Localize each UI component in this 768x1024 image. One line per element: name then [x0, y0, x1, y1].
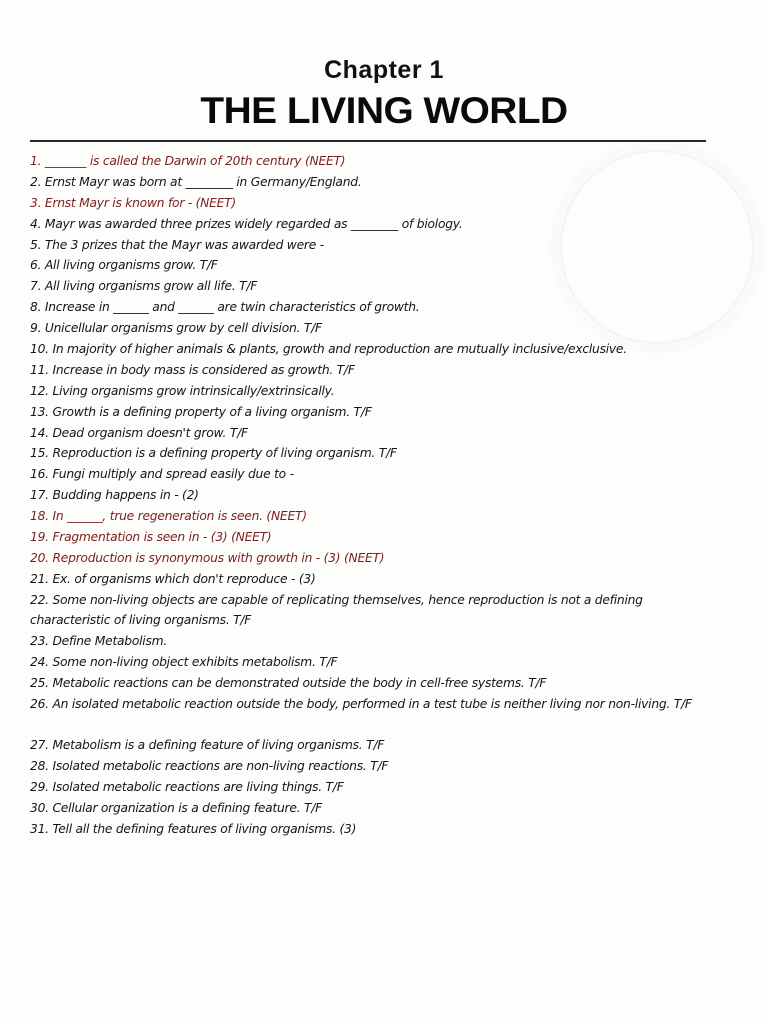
question-item: 18. In ______, true regeneration is seen. (NEET)	[30, 509, 307, 524]
question-item: 1. _______ is called the Darwin of 20th century (NEET)	[30, 154, 346, 168]
chapter-header	[0, 54, 768, 134]
question-item: 25. Metabolic reactions can be demonstrated outside the body in cell-free systems. T/F	[30, 675, 547, 690]
question-item: 29. Isolated metabolic reactions are living things. T/F	[30, 780, 344, 795]
title-divider	[30, 140, 706, 142]
chapter-label: Chapter 1	[324, 56, 444, 84]
question-item: 11. Increase in body mass is considered as growth. T/F	[30, 362, 355, 377]
question-item: 8. Increase in ______ and ______ are twin characteristics of growth.	[30, 300, 420, 315]
chapter-title: THE LIVING WORLD	[200, 90, 568, 131]
question-item: 7. All living organisms grow all life. T/F	[30, 279, 258, 294]
question-item: 27. Metabolism is a defining feature of living organisms. T/F	[30, 738, 385, 753]
question-item: 4. Mayr was awarded three prizes widely regarded as ________ of biology.	[30, 216, 463, 231]
question-item: 24. Some non-living object exhibits metabolism. T/F	[30, 655, 338, 670]
question-item: 15. Reproduction is a defining property of living organism. T/F	[30, 446, 397, 461]
question-item: 30. Cellular organization is a defining feature. T/F	[30, 801, 322, 816]
question-item: 19. Fragmentation is seen in - (3) (NEET)	[30, 530, 272, 545]
question-item: 28. Isolated metabolic reactions are non-living reactions. T/F	[30, 759, 389, 774]
question-item: 20. Reproduction is synonymous with growth in - (3) (NEET)	[30, 550, 385, 565]
question-item: 6. All living organisms grow. T/F	[30, 258, 218, 273]
question-item: 3. Ernst Mayr is known for - (NEET)	[30, 195, 236, 210]
question-item: 31. Tell all the defining features of living organisms. (3)	[30, 821, 357, 836]
question-item: 23. Define Metabolism.	[30, 634, 168, 649]
question-item: 13. Growth is a defining property of a living organism. T/F	[30, 404, 372, 419]
question-item: 14. Dead organism doesn't grow. T/F	[30, 425, 248, 440]
question-item: 22. Some non-living objects are capable of replicating themselves, hence reproduction is not a defining characteristic of living organisms. T/F	[30, 592, 643, 628]
question-item: 26. An isolated metabolic reaction outside the body, performed in a test tube is neither living nor non-living. T/F	[30, 696, 692, 711]
question-item: 17. Budding happens in - (2)	[30, 488, 199, 503]
question-item: 2. Ernst Mayr was born at ________ in Germany/England.	[30, 174, 362, 189]
question-item: 9. Unicellular organisms grow by cell division. T/F	[30, 321, 322, 336]
question-item: 12. Living organisms grow intrinsically/extrinsically.	[30, 383, 335, 398]
question-item: 10. In majority of higher animals & plants, growth and reproduction are mutually inclusive/exclusive.	[30, 342, 627, 357]
question-list	[30, 151, 720, 840]
question-item: 5. The 3 prizes that the Mayr was awarded were -	[30, 237, 324, 252]
question-item: 21. Ex. of organisms which don't reproduce - (3)	[30, 571, 316, 586]
question-item: 16. Fungi multiply and spread easily due to -	[30, 467, 294, 482]
